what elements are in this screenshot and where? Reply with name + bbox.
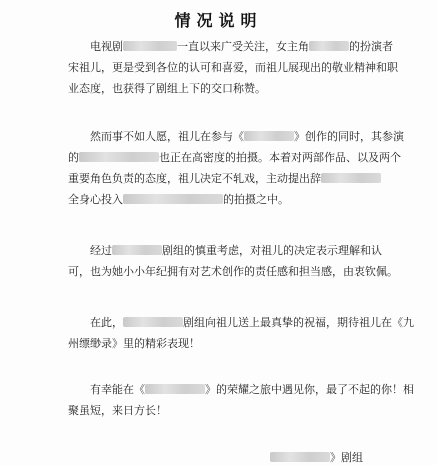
redaction-blur — [123, 317, 183, 327]
text-segment: 》创作的同时，其参演 — [294, 130, 404, 143]
text-line — [68, 333, 398, 354]
redaction-blur — [79, 152, 159, 162]
text-segment: 然而事不如人愿，祖儿在参与《 — [90, 130, 244, 143]
text-line — [68, 126, 404, 147]
text-line — [68, 78, 398, 99]
text-line — [68, 400, 398, 421]
text-segment: 也正在高密度的拍摄。本着对两部作品、以及两个 — [159, 151, 401, 164]
paragraph-conflict — [68, 126, 404, 210]
text-segment: 》的荣耀之旅中遇见你，最了不起的你！相 — [205, 383, 414, 396]
paragraph-farewell — [68, 379, 414, 421]
text-line — [68, 147, 401, 168]
text-segment: 有幸能在《 — [90, 383, 145, 396]
redaction-blur — [244, 131, 294, 141]
redaction-blur — [321, 173, 381, 183]
text-segment: 的 — [68, 151, 79, 164]
redaction-blur — [112, 245, 162, 255]
text-segment: 剧组向祖儿送上最真挚的祝福，期待祖儿在《九 — [183, 316, 414, 329]
paragraph-understanding — [68, 240, 398, 282]
text-line — [68, 379, 414, 400]
text-segment: 电视剧 — [90, 40, 123, 53]
text-segment: 宋祖儿，更是受到各位的认可和喜爱，而祖儿展现出的敬业精神和职 — [68, 61, 398, 74]
text-line — [68, 261, 398, 282]
text-segment: 一直以来广受关注，女主角 — [177, 40, 309, 53]
text-line — [68, 36, 398, 57]
redaction-blur — [123, 41, 177, 51]
redaction-blur — [123, 194, 223, 204]
text-segment: 在此， — [90, 316, 123, 329]
redaction-blur — [309, 41, 349, 51]
text-line — [68, 57, 398, 78]
text-segment: 剧组的慎重考虑，对祖儿的决定表示理解和认 — [162, 244, 382, 257]
text-line — [68, 240, 398, 261]
text-segment: 的拍摄之中。 — [223, 193, 289, 206]
text-segment: 州缥缈录》里的精彩表现！ — [68, 337, 200, 350]
text-line — [68, 189, 398, 210]
redaction-blur — [145, 384, 205, 394]
text-segment: 全身心投入 — [68, 193, 123, 206]
text-segment: 业态度，也获得了剧组上下的交口称赞。 — [68, 82, 266, 95]
redaction-blur — [270, 452, 330, 462]
text-segment: 可，也为她小小年纪拥有对艺术创作的责任感和担当感，由衷钦佩。 — [68, 265, 398, 278]
text-segment: 》剧组 — [330, 451, 363, 464]
text-segment: 重要角色负责的态度，祖儿决定不轧戏，主动提出辞 — [68, 172, 321, 185]
paragraph-blessing — [68, 312, 414, 354]
document-title: 情况说明 — [174, 11, 263, 30]
text-line — [68, 312, 414, 333]
text-segment: 的扮演者 — [349, 40, 393, 53]
text-line — [68, 168, 398, 189]
paragraph-intro — [68, 36, 398, 99]
signature-line — [270, 451, 363, 465]
text-segment: 聚虽短，来日方长！ — [68, 404, 167, 417]
text-segment: 经过 — [90, 244, 112, 257]
